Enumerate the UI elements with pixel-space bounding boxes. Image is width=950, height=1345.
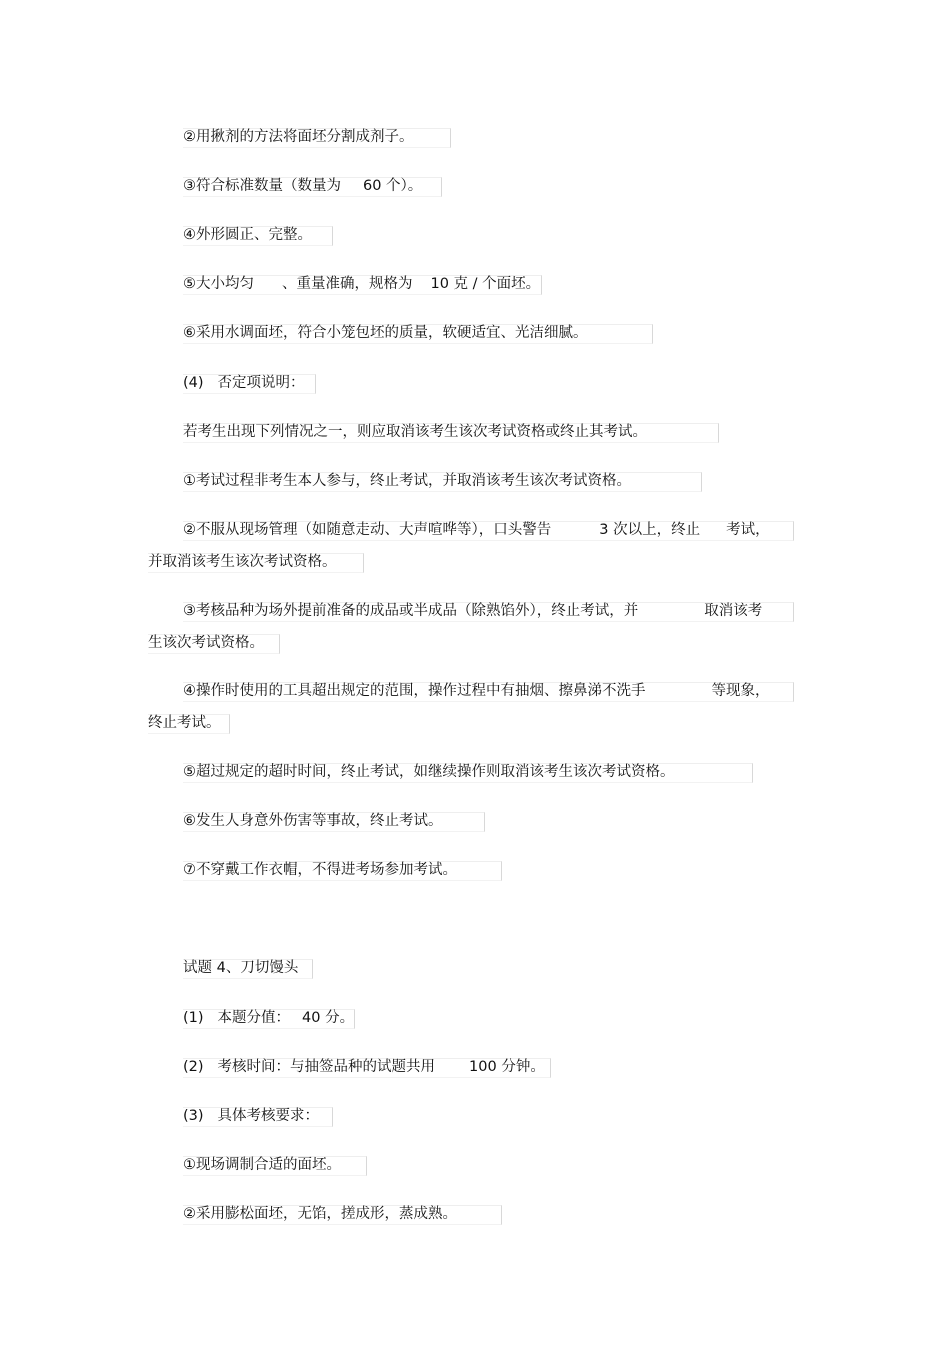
score-label: 本题分值：	[217, 1010, 291, 1026]
requirement-text: 、重量准确，规格为	[282, 276, 413, 292]
item-text: ②不服从现场管理（如随意走动、大声喧哗等），口头警告	[183, 522, 552, 538]
section-title: 具体考核要求：	[217, 1108, 320, 1124]
requirement-item-1	[183, 1155, 341, 1175]
requirement-text: ⑥采用水调面坯，符合小笼包坯的质量，软硬适宜、光洁细腻。	[183, 325, 588, 341]
negation-item-2	[183, 520, 770, 540]
score-value: 40 分。	[302, 1010, 355, 1026]
negation-item-6	[183, 811, 443, 831]
negation-item-7	[183, 860, 457, 880]
requirement-item-6	[183, 323, 588, 343]
requirement-text: ②用揪剂的方法将面坯分割成剂子。	[183, 129, 414, 145]
score-line	[183, 1008, 354, 1028]
item-text: 生该次考试资格。	[148, 635, 264, 651]
section-title: 否定项说明：	[217, 375, 305, 391]
item-text: ⑦不穿戴工作衣帽，不得进考场参加考试。	[183, 862, 457, 878]
negation-item-1	[183, 471, 631, 491]
section-number: (1)	[183, 1010, 204, 1026]
item-text: 等现象，	[711, 683, 770, 699]
requirement-item-2b	[183, 1204, 457, 1224]
item-text: ⑥发生人身意外伤害等事故，终止考试。	[183, 813, 443, 829]
requirement-text: ④外形圆正、完整。	[183, 227, 312, 243]
section-number: (3)	[183, 1108, 204, 1124]
quantity-value: 60 个）。	[363, 178, 423, 194]
item-text: 终止考试。	[148, 715, 221, 731]
item-text: 3 次以上，终止	[599, 522, 701, 538]
item-text: 考试，	[726, 522, 770, 538]
time-value: 100 分钟。	[469, 1059, 545, 1075]
spec-value: 10 克 / 个面坯。	[430, 276, 541, 292]
item-text: 并取消该考生该次考试资格。	[148, 554, 337, 570]
requirement-text: ①现场调制合适的面坯。	[183, 1157, 341, 1173]
item-text: ⑤超过规定的超时时间，终止考试，如继续操作则取消该考生该次考试资格。	[183, 764, 675, 780]
section-number: (2)	[183, 1059, 204, 1075]
item-text: ③考核品种为场外提前准备的成品或半成品（除熟馅外），终止考试，并	[183, 603, 639, 619]
negation-item-4	[183, 681, 770, 701]
item-text: 取消该考	[704, 603, 763, 619]
negation-item-5	[183, 762, 675, 782]
paragraph	[183, 422, 647, 442]
requirement-text: ⑤大小均匀	[183, 276, 254, 292]
time-label: 考核时间：与抽签品种的试题共用	[217, 1059, 436, 1075]
negation-item-4-continued	[148, 713, 221, 733]
requirement-item-4	[183, 225, 312, 245]
requirement-item-5	[183, 274, 540, 294]
requirement-text: ③符合标准数量（数量为	[183, 178, 341, 194]
time-line	[183, 1057, 545, 1077]
requirements-heading	[183, 1106, 319, 1126]
exam-question-title	[183, 958, 298, 978]
section-number: (4)	[183, 375, 204, 391]
requirement-item-3	[183, 176, 422, 196]
negation-item-3-continued	[148, 633, 264, 653]
negation-item-2-continued	[148, 552, 337, 572]
paragraph-text: 若考生出现下列情况之一，则应取消该考生该次考试资格或终止其考试。	[183, 424, 647, 440]
item-text: ④操作时使用的工具超出规定的范围，操作过程中有抽烟、擦鼻涕不洗手	[183, 683, 646, 699]
requirement-item-2	[183, 127, 414, 147]
requirement-text: ②采用膨松面坯，无馅，搓成形，蒸成熟。	[183, 1206, 457, 1222]
negation-item-3	[183, 601, 762, 621]
question-title: 试题 4、刀切馒头	[183, 960, 299, 976]
section-heading-4	[183, 373, 305, 393]
item-text: ①考试过程非考生本人参与，终止考试，并取消该考生该次考试资格。	[183, 473, 631, 489]
